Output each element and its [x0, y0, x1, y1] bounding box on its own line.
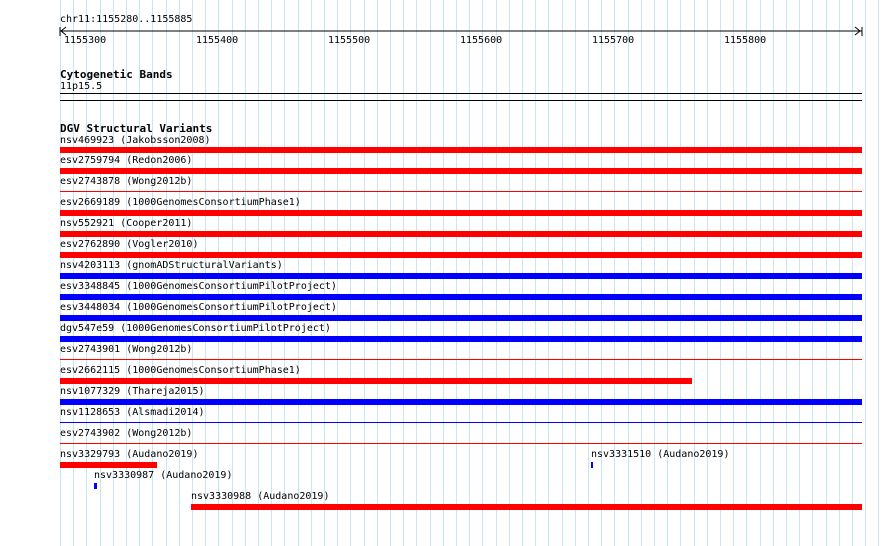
- variant-label: esv2743878 (Wong2012b): [60, 176, 193, 187]
- variant-label: nsv469923 (Jakobsson2008): [60, 135, 211, 146]
- variant-bar[interactable]: [60, 252, 862, 258]
- variant-label: esv2762890 (Vogler2010): [60, 239, 199, 250]
- variant-label: esv2743902 (Wong2012b): [60, 428, 193, 439]
- variant-bar[interactable]: [60, 294, 862, 300]
- variant-bar[interactable]: [94, 483, 97, 489]
- variant-label: dgv547e59 (1000GenomesConsortiumPilotProject): [60, 323, 331, 334]
- variant-label: nsv1077329 (Thareja2015): [60, 386, 205, 397]
- variant-bar[interactable]: [60, 462, 157, 468]
- variant-bar[interactable]: [60, 210, 862, 216]
- variant-bar[interactable]: [60, 191, 862, 192]
- ruler-tick-label: 1155800: [724, 35, 767, 46]
- variant-label: nsv3329793 (Audano2019): [60, 449, 199, 460]
- variant-bar[interactable]: [60, 168, 862, 174]
- variant-label: nsv3331510 (Audano2019): [591, 449, 730, 460]
- ruler-tick-label: 1155300: [64, 35, 107, 46]
- ruler-tick-label: 1155700: [592, 35, 635, 46]
- ruler-tick-label: 1155600: [460, 35, 503, 46]
- variant-bar[interactable]: [60, 273, 862, 279]
- variant-label: esv3448034 (1000GenomesConsortiumPilotProject): [60, 302, 337, 313]
- variant-label: nsv3330988 (Audano2019): [191, 491, 330, 502]
- variant-bar[interactable]: [60, 399, 862, 405]
- variant-label: esv2662115 (1000GenomesConsortiumPhase1): [60, 365, 301, 376]
- variant-bar[interactable]: [60, 443, 862, 444]
- variant-label: esv2743901 (Wong2012b): [60, 344, 193, 355]
- variant-bar[interactable]: [191, 504, 862, 510]
- variant-bar[interactable]: [60, 422, 862, 423]
- variant-bar[interactable]: [60, 315, 862, 321]
- cytoband-track-title: Cytogenetic Bands: [60, 68, 173, 81]
- variant-bar[interactable]: [60, 147, 862, 153]
- track-separator: [60, 100, 862, 101]
- variant-bar[interactable]: [60, 359, 862, 360]
- ruler-tick-label: 1155500: [328, 35, 371, 46]
- variant-label: esv2759794 (Redon2006): [60, 155, 193, 166]
- ruler-tick-label: 1155400: [196, 35, 239, 46]
- ruler-position-label: chr11:1155280..1155885: [60, 14, 193, 25]
- cytoband-label: 11p15.5: [60, 81, 103, 92]
- variant-label: nsv552921 (Cooper2011): [60, 218, 193, 229]
- variant-bar[interactable]: [60, 336, 862, 342]
- variant-label: nsv1128653 (Alsmadi2014): [60, 407, 205, 418]
- variant-label: esv3348845 (1000GenomesConsortiumPilotProject): [60, 281, 337, 292]
- variant-bar[interactable]: [60, 378, 692, 384]
- variant-label: nsv3330987 (Audano2019): [94, 470, 233, 481]
- dgv-track-title: DGV Structural Variants: [60, 122, 213, 135]
- cytoband-band[interactable]: [60, 93, 862, 94]
- variant-label: nsv4203113 (gnomADStructuralVariants): [60, 260, 283, 271]
- variant-label: esv2669189 (1000GenomesConsortiumPhase1): [60, 197, 301, 208]
- variant-bar[interactable]: [60, 231, 862, 237]
- variant-bar[interactable]: [591, 462, 593, 468]
